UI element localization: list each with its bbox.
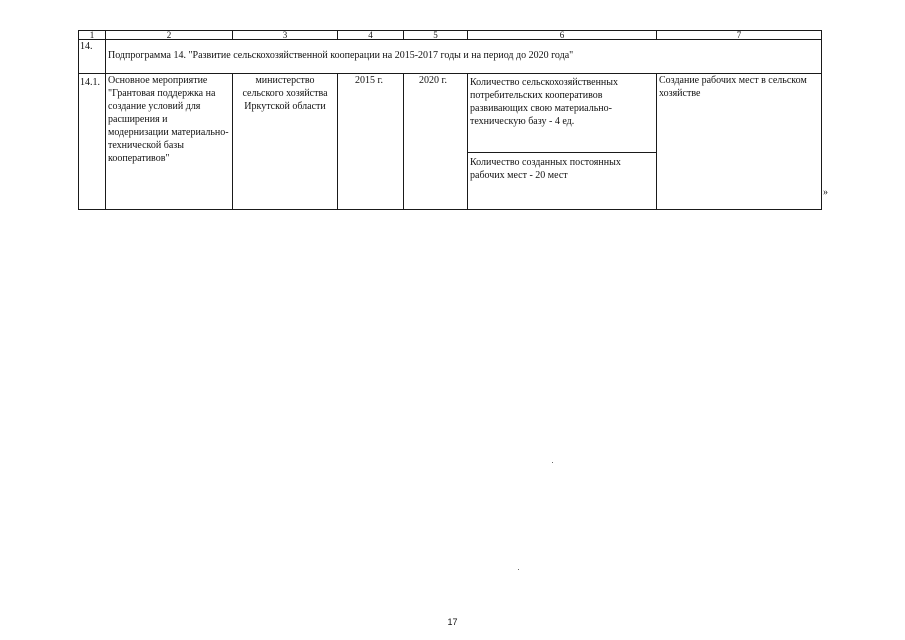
scan-speck xyxy=(552,462,553,463)
scan-speck xyxy=(518,569,519,570)
column-number-4: 4 xyxy=(338,31,404,40)
indicators-cell xyxy=(468,74,657,210)
column-number-6: 6 xyxy=(468,31,657,40)
end-year: 2020 г. xyxy=(404,74,468,210)
column-number-2: 2 xyxy=(106,31,233,40)
executor: министерство сельского хозяйства Иркутской области xyxy=(233,74,338,210)
indicator-jobs: Количество созданных постоянных рабочих мест - 20 мест xyxy=(470,157,621,181)
closing-quote: » xyxy=(823,187,828,198)
column-number-7: 7 xyxy=(657,31,822,40)
row-number: 14.1. xyxy=(79,74,106,210)
indicator-cooperatives: Количество сельскохозяйственных потребительских кооперативов развивающих свою материально-техническую базу - 4 ед. xyxy=(468,74,656,153)
event-name: Основное мероприятие "Грантовая поддержка на создание условий для расширения и модернизации материально-технической базы кооперативов" xyxy=(106,74,233,210)
subprogram-row xyxy=(79,40,822,74)
column-number-row xyxy=(79,31,822,40)
page-number: 17 xyxy=(447,617,458,627)
expected-result: Создание рабочих мест в сельском хозяйстве xyxy=(657,74,822,210)
table-row xyxy=(79,74,822,210)
program-table xyxy=(78,30,822,210)
subprogram-title: Подпрограмма 14. "Развитие сельскохозяйственной кооперации на 2015-2017 годы и на период до 2020 года" xyxy=(106,40,822,74)
column-number-1: 1 xyxy=(79,31,106,40)
column-number-5: 5 xyxy=(404,31,468,40)
subprogram-number: 14. xyxy=(79,40,106,74)
start-year: 2015 г. xyxy=(338,74,404,210)
column-number-3: 3 xyxy=(233,31,338,40)
